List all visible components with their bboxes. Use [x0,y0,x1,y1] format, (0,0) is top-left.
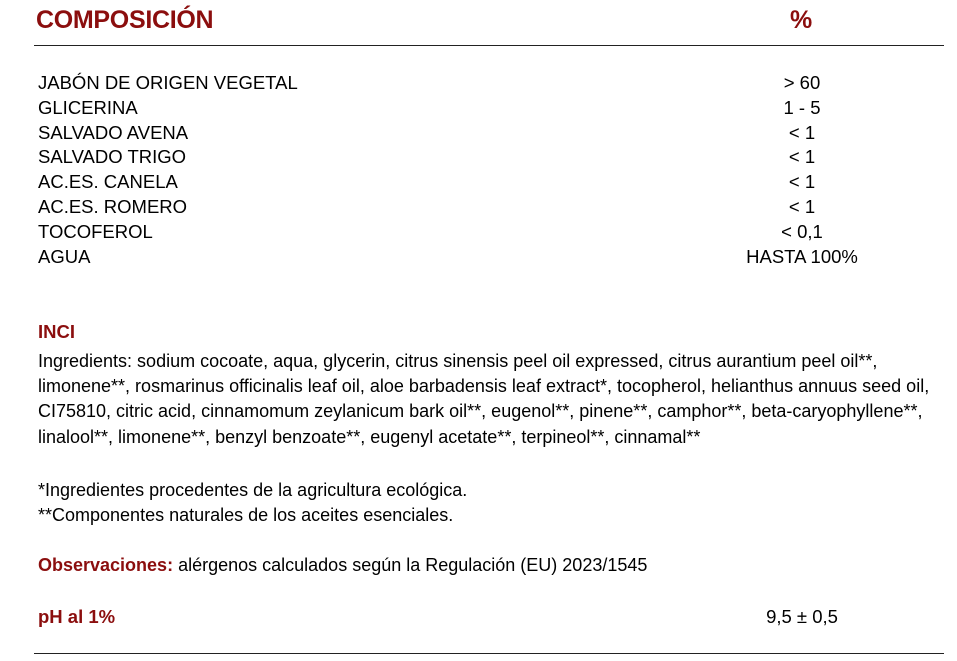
organic-note: *Ingredientes procedentes de la agricultura ecológica. [38,480,468,500]
composition-row [38,195,918,220]
ingredient-percent: > 60 [783,72,821,93]
percent-heading: % [790,6,812,34]
ingredient-percent: HASTA 100% [746,245,858,267]
footer-divider [34,653,944,654]
ingredient-percent: < 1 [788,146,816,168]
ingredient-percent: < 1 [788,195,816,217]
inci-ingredients-text: Ingredients: sodium cocoate, aqua, glycerin, citrus sinensis peel oil expressed, citrus aurantium peel oil**, limonene**, rosmarinus officinalis leaf oil, aloe barbadensis leaf extract*, tocopherol, helianthus annuus seed oil, CI75810, citric acid, cinnamomum zeylanicum bark oil**, eugenol**, pinene**, camphor**, beta-caryophyllene**, linalool**, limonene**, benzyl benzoate**, eugenyl acetate**, terpineol**, cinnamal** [38,351,930,447]
ingredient-percent: < 0,1 [781,220,823,242]
ingredient-notes [38,478,938,528]
ingredient-name: AGUA [38,245,91,267]
composition-row [38,220,918,245]
composition-row [38,145,918,170]
ingredient-name: TOCOFEROL [38,220,153,242]
ph-label: pH al 1% [38,606,116,627]
ingredient-name: SALVADO TRIGO [38,146,187,168]
ph-value: 9,5 ± 0,5 [766,606,838,627]
ingredient-name: SALVADO AVENA [38,121,189,143]
ingredient-percent: 1 - 5 [783,96,821,118]
composition-heading: COMPOSICIÓN [36,6,214,34]
ingredient-name: AC.ES. ROMERO [38,195,188,217]
ingredient-name: JABÓN DE ORIGEN VEGETAL [38,72,298,93]
ingredient-name: GLICERINA [38,96,138,118]
composition-row [38,71,918,96]
observations [38,555,647,576]
ingredient-percent: < 1 [788,121,816,143]
ingredient-name: AC.ES. CANELA [38,171,178,193]
essential-oil-note: **Componentes naturales de los aceites esenciales. [38,505,454,526]
composition-row [38,245,918,270]
header-divider [34,45,944,46]
ingredient-percent: < 1 [788,171,816,193]
observations-text: alérgenos calculados según la Regulación (EU) 2023/1545 [178,555,648,575]
observations-label: Observaciones: [38,555,174,575]
composition-row [38,121,918,146]
inci-heading: INCI [38,321,75,342]
composition-table [38,71,918,269]
composition-row [38,170,918,195]
composition-row [38,96,918,121]
